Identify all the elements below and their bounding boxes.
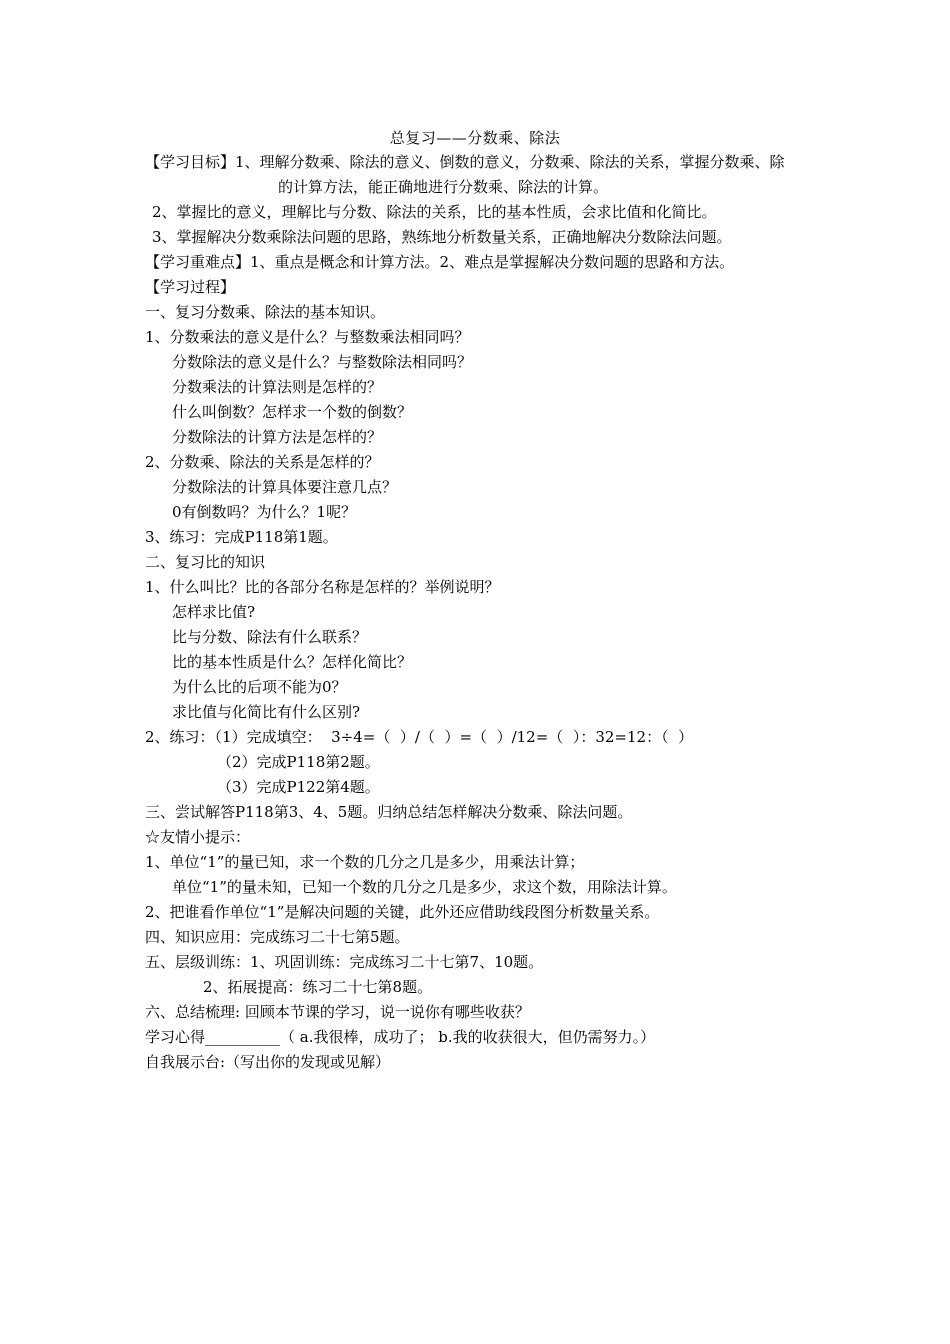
text-line: 3、练习：完成P118第1题。 <box>145 528 338 546</box>
key-points-line: 【学习重难点】1、重点是概念和计算方法。2、难点是掌握解决分数问题的思路和方法。 <box>145 253 735 271</box>
exercise-fill-blank: 2、练习：（1）完成填空： 3÷4=（ ）/（ ）=（ ）/12=（ ）：32=12：（ ） <box>145 728 694 746</box>
text-line: 分数乘法的计算法则是怎样的？ <box>172 378 383 396</box>
section-heading-1: 一、复习分数乘、除法的基本知识。 <box>145 303 386 321</box>
text-line: 求比值与化简比有什么区别? <box>172 703 361 721</box>
learning-goals-line-1: 【学习目标】1、理解分数乘、除法的意义、倒数的意义，分数乘、除法的关系，掌握分数乘、除 <box>145 153 785 171</box>
section-heading-4: 四、知识应用：完成练习二十七第5题。 <box>145 928 410 946</box>
tips-heading: ☆友情小提示： <box>145 828 251 846</box>
learning-goals-line-2: 的计算方法，能正确地进行分数乘、除法的计算。 <box>278 178 609 196</box>
learning-goals-line-4: 3、掌握解决分数乘除法问题的思路，熟练地分析数量关系，正确地解决分数除法问题。 <box>152 228 732 246</box>
section-heading-6: 六、总结梳理: 回顾本节课的学习，说一说你有哪些收获？ <box>145 1003 530 1021</box>
text-line: 比的基本性质是什么？怎样化简比？ <box>172 653 413 671</box>
reflection-line: 学习心得__________（ a.我很棒，成功了； b.我的收获很大，但仍需努力。） <box>145 1028 656 1046</box>
text-line: 0有倒数吗？为什么？1呢？ <box>172 503 357 521</box>
text-line: 什么叫倒数？怎样求一个数的倒数？ <box>172 403 413 421</box>
text-line: 1、什么叫比？比的各部分名称是怎样的？举例说明？ <box>145 578 500 596</box>
text-line: 2、分数乘、除法的关系是怎样的？ <box>145 453 380 471</box>
text-line: 分数除法的计算方法是怎样的？ <box>172 428 383 446</box>
text-line: 2、把谁看作单位“1”是解决问题的关键，此外还应借助线段图分析数量关系。 <box>145 903 660 921</box>
text-line: 单位“1”的量未知，已知一个数的几分之几是多少，求这个数，用除法计算。 <box>172 878 677 896</box>
section-heading-2: 二、复习比的知识 <box>145 553 266 571</box>
showcase-line: 自我展示台:（写出你的发现或见解） <box>145 1053 391 1071</box>
text-line: 比与分数、除法有什么联系？ <box>172 628 368 646</box>
text-line: （3）完成P122第4题。 <box>217 778 380 796</box>
doc-title: 总复习——分数乘、除法 <box>389 129 561 147</box>
text-line: 为什么比的后项不能为0？ <box>172 678 347 696</box>
section-heading-5: 五、层级训练：1、巩固训练：完成练习二十七第7、10题。 <box>145 953 544 971</box>
learning-goals-line-3: 2、掌握比的意义，理解比与分数、除法的关系，比的基本性质，会求比值和化简比。 <box>152 203 717 221</box>
section-heading-3: 三、尝试解答P118第3、4、5题。归纳总结怎样解决分数乘、除法问题。 <box>145 803 633 821</box>
text-line: 分数除法的意义是什么？与整数除法相同吗？ <box>172 353 473 371</box>
text-line: 分数除法的计算具体要注意几点？ <box>172 478 398 496</box>
text-line: 1、单位“1”的量已知，求一个数的几分之几是多少，用乘法计算； <box>145 853 585 871</box>
text-line: （2）完成P118第2题。 <box>217 753 380 771</box>
text-line: 怎样求比值? <box>172 603 256 621</box>
process-heading: 【学习过程】 <box>145 278 236 296</box>
text-line: 2、拓展提高：练习二十七第8题。 <box>203 978 433 996</box>
text-line: 1、分数乘法的意义是什么？与整数乘法相同吗？ <box>145 328 470 346</box>
